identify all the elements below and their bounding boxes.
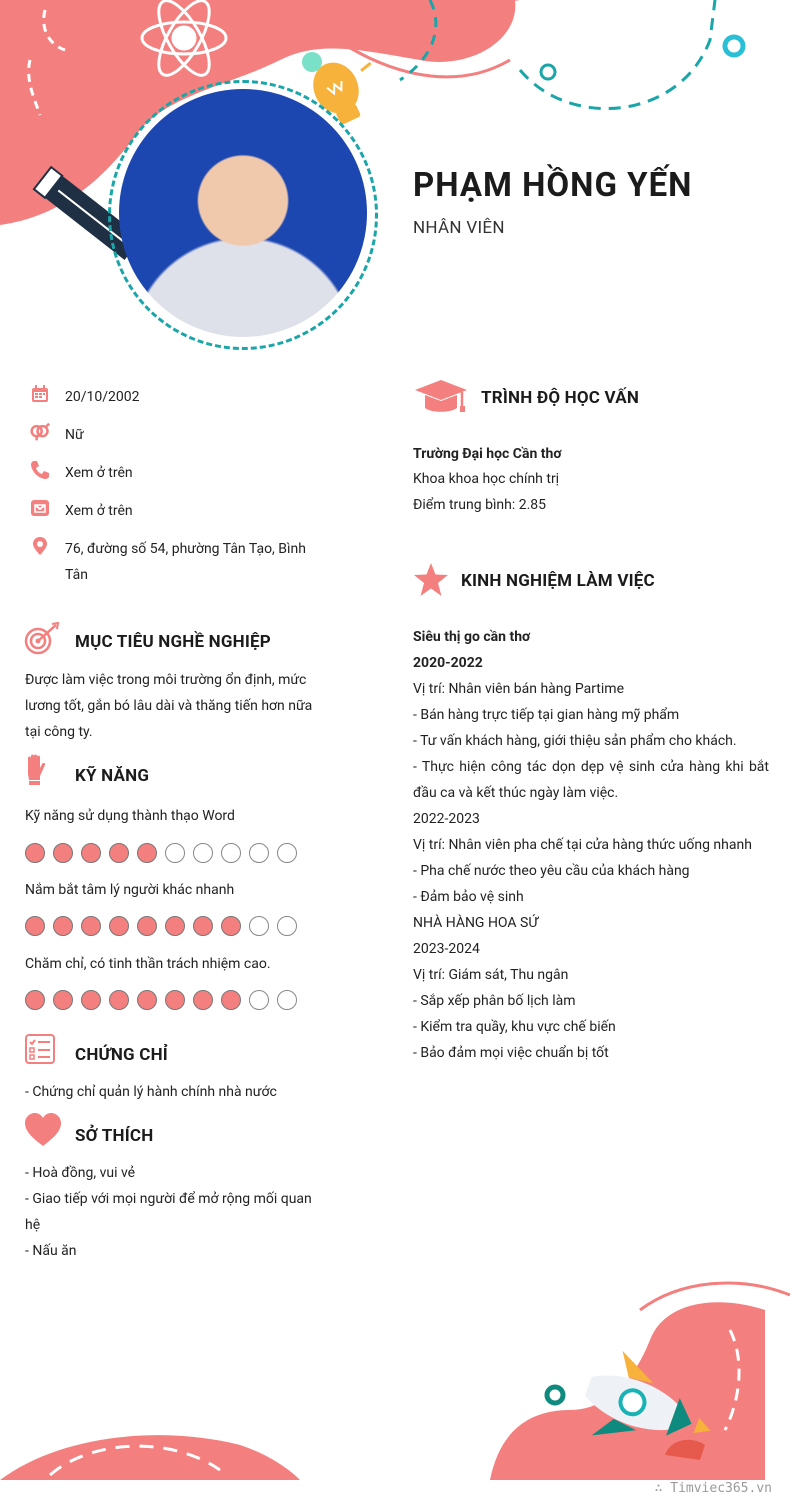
experience-line: - Bảo đảm mọi việc chuẩn bị tốt (413, 1045, 609, 1061)
experience-list (413, 624, 769, 1066)
footer-decoration (0, 1270, 800, 1505)
circle-decoration (725, 37, 743, 55)
skill-rating (25, 916, 297, 936)
experience-line: Vị trí: Giám sát, Thu ngân (413, 967, 569, 983)
skill-label: Nắm bắt tâm lý người khác nhanh (25, 882, 235, 898)
candidate-position: NHÂN VIÊN (413, 218, 505, 238)
calendar-icon (30, 384, 50, 404)
rating-dot-filled (53, 843, 73, 863)
experience-line: - Tư vấn khách hàng, giới thiệu sản phẩm cho khách. (413, 733, 737, 749)
info-row-birthday (30, 384, 315, 410)
experience-line: - Bán hàng trực tiếp tại gian hàng mỹ phẩm (413, 707, 680, 723)
watermark: ∴ Timviec365.vn (654, 1481, 772, 1496)
rating-dot-filled (53, 916, 73, 936)
email-icon (30, 498, 50, 518)
experience-title: KINH NGHIỆM LÀM VIỆC (461, 571, 655, 591)
phone-text: Xem ở trên (65, 465, 133, 481)
experience-line: 2023-2024 (413, 941, 480, 957)
rating-dot-filled (25, 990, 45, 1010)
rating-dot-filled (137, 843, 157, 863)
rating-dot-empty (249, 916, 269, 936)
hand-icon (24, 754, 50, 786)
experience-line: Vị trí: Nhân viên bán hàng Partime (413, 681, 624, 697)
email-text: Xem ở trên (65, 503, 133, 519)
experience-line: 2020-2022 (413, 655, 483, 671)
experience-line: - Kiểm tra quầy, khu vực chế biến (413, 1019, 616, 1035)
info-row-address (30, 536, 315, 588)
rating-dot-empty (249, 843, 269, 863)
experience-line: Siêu thị go cần thơ (413, 629, 531, 645)
skill-rating (25, 843, 297, 863)
gender-icon (30, 422, 50, 442)
gender-text: Nữ (65, 427, 84, 443)
experience-line: NHÀ HÀNG HOA SỨ (413, 915, 539, 931)
rating-dot-filled (25, 916, 45, 936)
hobby-item: - Nấu ăn (25, 1243, 77, 1259)
rating-dot-empty (165, 843, 185, 863)
experience-line: - Đảm bảo vệ sinh (413, 889, 524, 905)
skill-label: Chăm chỉ, có tinh thần trách nhiệm cao. (25, 956, 271, 972)
avatar-photo (119, 89, 367, 337)
objective-text: Được làm việc trong môi trường ổn định, mức lương tốt, gắn bó lâu dài và thăng tiến hơn nữa tại công ty. (25, 672, 313, 740)
rating-dot-empty (221, 843, 241, 863)
rating-dot-filled (81, 843, 101, 863)
education-school: Trường Đại học Cần thơ (413, 446, 562, 462)
skill-rating (25, 990, 297, 1010)
rating-dot-filled (221, 916, 241, 936)
education-gpa: Điểm trung bình: 2.85 (413, 497, 547, 513)
rating-dot-filled (25, 843, 45, 863)
rating-dot-filled (193, 990, 213, 1010)
rating-dot-filled (109, 990, 129, 1010)
location-icon (30, 536, 50, 556)
hobby-item: - Hoà đồng, vui vẻ (25, 1165, 136, 1181)
candidate-name: PHẠM HỒNG YẾN (413, 166, 693, 205)
education-faculty: Khoa khoa học chính trị (413, 471, 560, 487)
birthday-text: 20/10/2002 (65, 389, 140, 405)
rating-dot-empty (277, 990, 297, 1010)
rating-dot-filled (109, 916, 129, 936)
info-row-email (30, 498, 315, 524)
hobbies-title: SỞ THÍCH (75, 1126, 154, 1146)
star-icon (413, 562, 449, 598)
target-icon (24, 622, 60, 656)
rating-dot-empty (249, 990, 269, 1010)
heart-icon (24, 1113, 62, 1147)
experience-line: Vị trí: Nhân viên pha chế tại cửa hàng thức uống nhanh (413, 837, 752, 853)
experience-line: - Sắp xếp phân bố lịch làm (413, 993, 576, 1009)
info-row-phone (30, 460, 315, 486)
experience-line: - Pha chế nước theo yêu cầu của khách hàng (413, 863, 690, 879)
skills-title: KỸ NĂNG (75, 766, 150, 786)
education-title: TRÌNH ĐỘ HỌC VẤN (481, 388, 640, 408)
checklist-icon (24, 1033, 56, 1065)
rating-dot-filled (193, 916, 213, 936)
rating-dot-filled (81, 990, 101, 1010)
rating-dot-filled (165, 990, 185, 1010)
phone-icon (30, 460, 50, 480)
rating-dot-filled (81, 916, 101, 936)
rating-dot-empty (193, 843, 213, 863)
rating-dot-filled (137, 990, 157, 1010)
info-row-gender (30, 422, 315, 448)
graduation-cap-icon (413, 378, 469, 416)
experience-line: 2022-2023 (413, 811, 480, 827)
address-text: 76, đường số 54, phường Tân Tạo, Bình Tân (65, 541, 306, 583)
skill-label: Kỹ năng sử dụng thành thạo Word (25, 808, 235, 824)
rating-dot-filled (165, 916, 185, 936)
certificates-title: CHỨNG CHỈ (75, 1045, 168, 1065)
rating-dot-empty (277, 843, 297, 863)
hobby-item: - Giao tiếp với mọi người để mở rộng mối quan hệ (25, 1191, 312, 1233)
rating-dot-filled (221, 990, 241, 1010)
rating-dot-empty (277, 916, 297, 936)
rating-dot-filled (53, 990, 73, 1010)
rating-dot-filled (109, 843, 129, 863)
experience-line: - Thực hiện công tác dọn dẹp vệ sinh cửa hàng khi bắt đầu ca và kết thúc ngày làm việc. (413, 759, 769, 801)
objective-title: MỤC TIÊU NGHỀ NGHIỆP (75, 632, 271, 652)
certificate-item: - Chứng chỉ quản lý hành chính nhà nước (25, 1084, 277, 1100)
rating-dot-filled (137, 916, 157, 936)
